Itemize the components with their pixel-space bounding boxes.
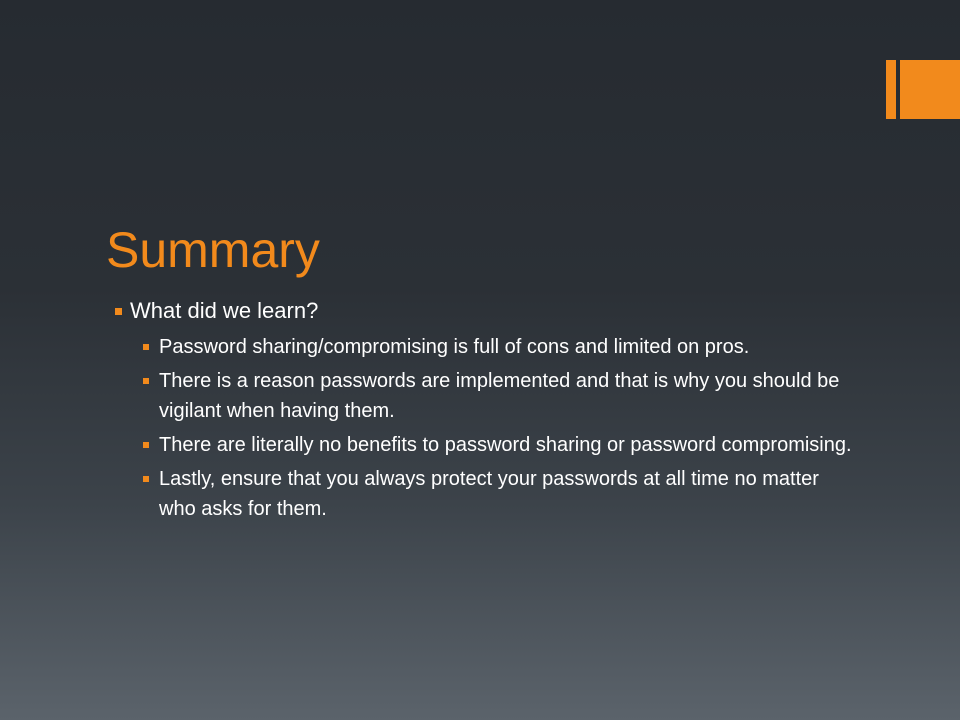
square-bullet-icon	[143, 344, 149, 350]
sub-bullet-text: There is a reason passwords are implemented and that is why you should be vigilant when having them.	[159, 370, 840, 422]
sub-bullet-item	[112, 430, 852, 460]
accent-bar-thin	[886, 60, 896, 119]
sub-bullet-item	[112, 366, 852, 426]
square-bullet-icon	[143, 442, 149, 448]
sub-bullet-text: Lastly, ensure that you always protect your passwords at all time no matter who asks for them.	[159, 468, 819, 520]
sub-bullet-item	[112, 332, 852, 362]
square-bullet-icon	[143, 378, 149, 384]
square-bullet-icon	[143, 476, 149, 482]
slide-content	[112, 296, 852, 528]
square-bullet-icon	[115, 308, 122, 315]
sub-bullet-list	[112, 332, 852, 524]
bullet-what-did-we-learn	[112, 296, 852, 326]
sub-bullet-text: Password sharing/compromising is full of cons and limited on pros.	[159, 336, 750, 358]
slide-title: Summary	[106, 222, 320, 278]
accent-bar-thick	[900, 60, 960, 119]
sub-bullet-text: There are literally no benefits to password sharing or password compromising.	[159, 434, 852, 456]
sub-bullet-item	[112, 464, 852, 524]
bullet-text: What did we learn?	[130, 298, 319, 323]
